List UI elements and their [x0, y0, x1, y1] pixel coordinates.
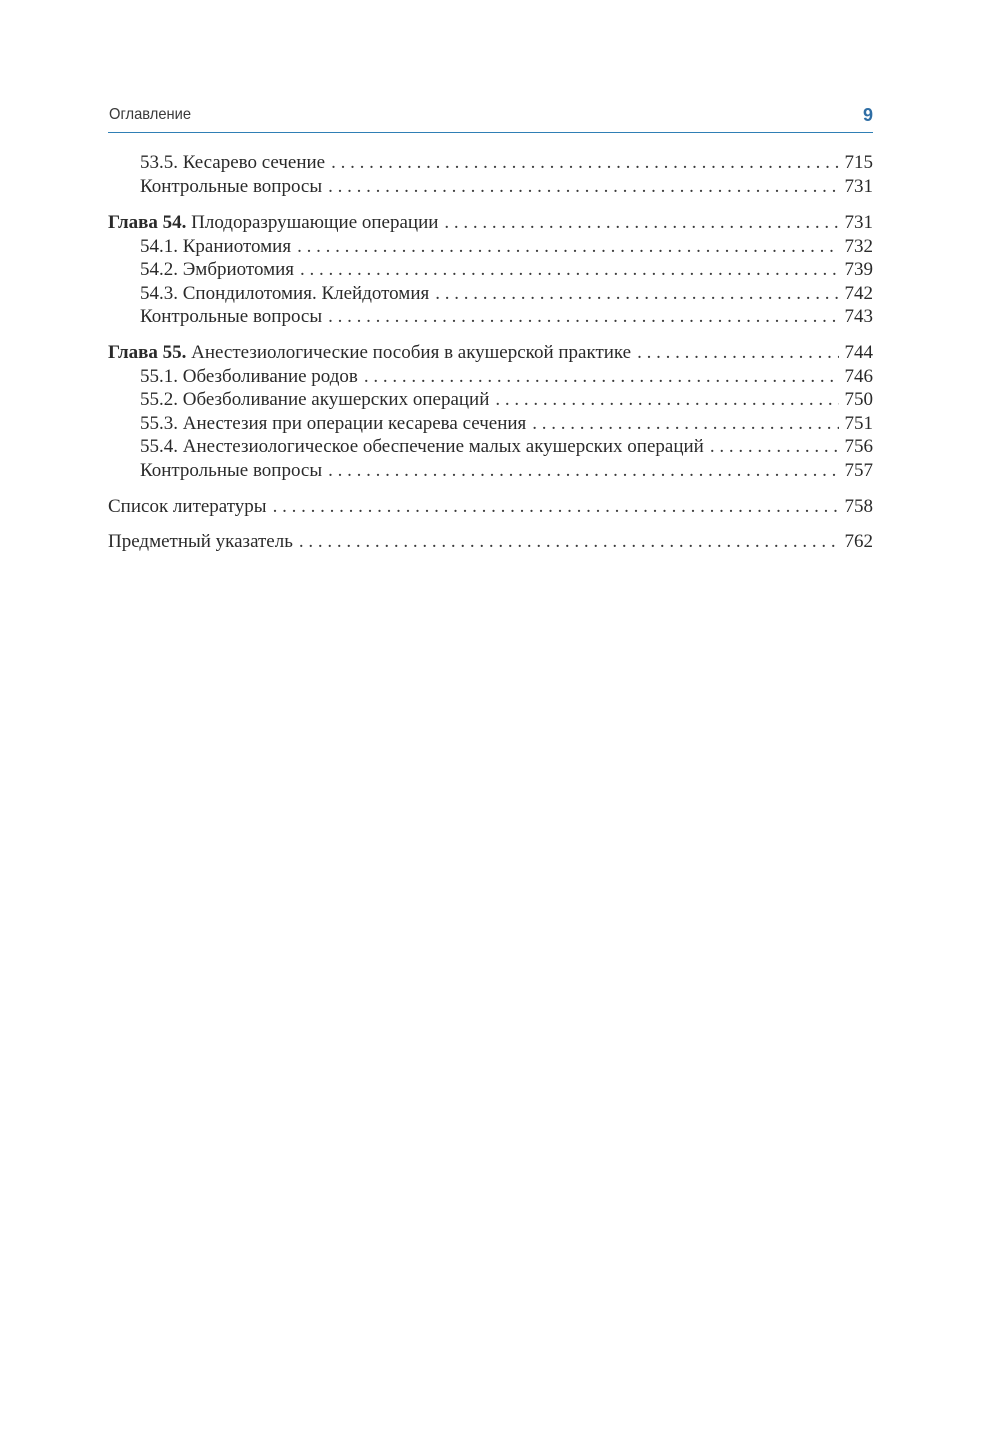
toc-entry-page: 750 [844, 389, 873, 410]
page-number: 9 [862, 105, 873, 125]
toc-entry-title: Список литературы [108, 496, 267, 517]
toc-entry[interactable] [108, 365, 873, 389]
toc-entry-bibliography[interactable] [108, 495, 873, 519]
dot-leader [532, 412, 838, 436]
toc-entry-page: 744 [844, 342, 873, 363]
dot-leader [364, 365, 839, 389]
toc-entry[interactable] [108, 412, 873, 436]
dot-leader [328, 305, 838, 329]
toc-entry-title: 53.5. Кесарево сечение [140, 152, 326, 173]
toc-entry-page: 757 [844, 460, 873, 481]
toc-entry-title: Контрольные вопросы [140, 176, 323, 197]
toc-entry-page: 742 [844, 283, 873, 304]
dot-leader [273, 495, 839, 519]
toc-entry-title: Контрольные вопросы [140, 460, 323, 481]
toc-entry-title: 55.3. Анестезия при операции кесарева сечения [140, 413, 527, 434]
toc-entry-title: 55.1. Обезболивание родов [140, 366, 358, 387]
dot-leader [328, 459, 838, 483]
toc-entry-page: 731 [844, 212, 873, 233]
toc-entry-page: 758 [844, 496, 873, 517]
dot-leader [299, 530, 839, 554]
dot-leader [435, 282, 838, 306]
toc-entry-title: 54.2. Эмбриотомия [140, 259, 295, 280]
toc-entry[interactable] [108, 258, 873, 282]
dot-leader [297, 235, 838, 259]
toc-entry[interactable] [108, 282, 873, 306]
dot-leader [444, 211, 838, 235]
toc-entry[interactable] [108, 151, 873, 175]
toc-entry-chapter[interactable] [108, 211, 873, 235]
toc-entry-title: 55.2. Обезболивание акушерских операций [140, 389, 490, 410]
dot-leader [331, 151, 838, 175]
toc-entry-chapter[interactable] [108, 341, 873, 365]
toc-entry[interactable] [108, 235, 873, 259]
toc-entry[interactable] [108, 305, 873, 329]
toc-entry-page: 762 [844, 531, 873, 552]
toc-entry[interactable] [108, 459, 873, 483]
toc-entry-page: 732 [844, 236, 873, 257]
toc-entry-page: 751 [844, 413, 873, 434]
toc-entry-page: 756 [844, 436, 873, 457]
toc-entry-title: Глава 54. Плодоразрушающие операции [108, 212, 439, 233]
toc-entry[interactable] [108, 388, 873, 412]
toc-entry[interactable] [108, 435, 873, 459]
toc-entry-title: Контрольные вопросы [140, 306, 323, 327]
toc-entry-page: 739 [844, 259, 873, 280]
toc-entry[interactable] [108, 175, 873, 199]
toc-entry-page: 715 [844, 152, 873, 173]
toc-entry-title: 54.1. Краниотомия [140, 236, 292, 257]
toc-entry-title: Глава 55. Анестезиологические пособия в акушерской практике [108, 342, 632, 363]
dot-leader [328, 175, 838, 199]
page-header [108, 104, 873, 133]
toc-entry-index[interactable] [108, 530, 873, 554]
dot-leader [300, 258, 838, 282]
toc-entry-page: 743 [844, 306, 873, 327]
toc-entry-title: Предметный указатель [108, 531, 293, 552]
running-header-title: Оглавление [109, 106, 192, 123]
dot-leader [495, 388, 838, 412]
toc-entry-page: 746 [844, 366, 873, 387]
dot-leader [637, 341, 838, 365]
toc-entry-title: 54.3. Спондилотомия. Клейдотомия [140, 283, 430, 304]
toc-entry-title: 55.4. Анестезиологическое обеспечение малых акушерских операций [140, 436, 704, 457]
toc-entry-page: 731 [844, 176, 873, 197]
dot-leader [710, 435, 839, 459]
